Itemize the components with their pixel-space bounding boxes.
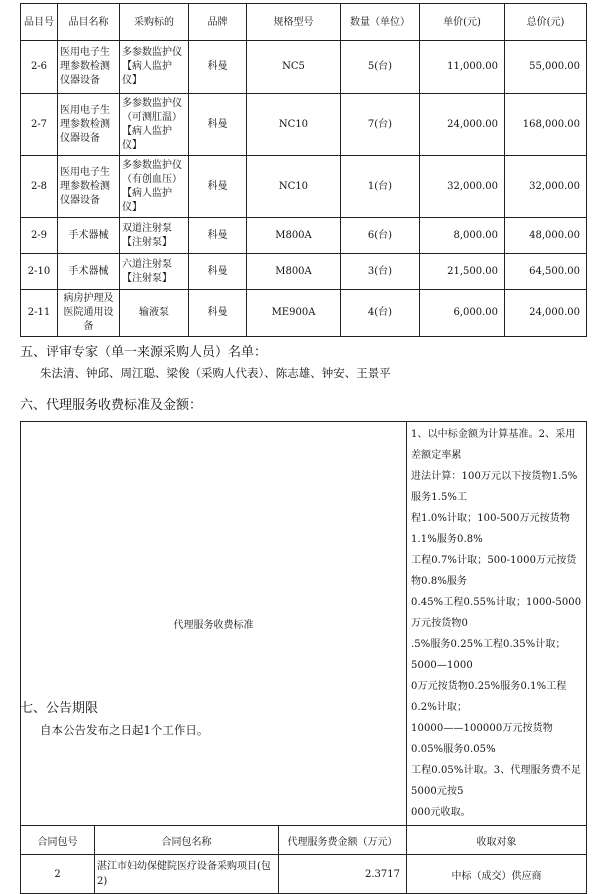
fee-package-no: 2 xyxy=(21,855,95,894)
header-unit-price: 单价(元) xyxy=(420,4,505,41)
item-qty: 7(台) xyxy=(341,94,420,156)
item-qty: 5(台) xyxy=(341,41,420,94)
fee-rule-line: 工程0.7%计取；500-1000万元按货物0.8%服务 xyxy=(411,555,577,587)
item-qty: 4(台) xyxy=(341,290,420,337)
fee-rule-line: 工程0.05%计取。3、代理服务费不足5000元按5 xyxy=(411,765,582,797)
fee-target: 中标（成交）供应商 xyxy=(407,855,587,894)
table-header-row xyxy=(21,4,587,41)
expert-list: 朱法清、钟邱、周江聪、梁俊（采购人代表）、陈志雄、钟安、王景平 xyxy=(40,366,391,380)
table-row xyxy=(21,218,587,254)
item-model: M800A xyxy=(247,254,341,290)
section5-title: 五、评审专家（单一来源采购人员）名单： xyxy=(20,345,268,360)
item-no: 2-11 xyxy=(21,290,58,337)
fee-rule-line: 000元收取。 xyxy=(411,807,471,818)
item-qty: 3(台) xyxy=(341,254,420,290)
fee-rule-line: 10000——100000万元按货物0.05%服务0.05% xyxy=(411,723,553,755)
item-target: 双道注射泵【注射泵】 xyxy=(120,218,189,254)
fee-header-package-no: 合同包号 xyxy=(21,826,95,855)
item-no: 2-6 xyxy=(21,41,58,94)
fee-rule-line: 0.45%工程0.55%计取；1000-5000万元按货物0 xyxy=(411,597,582,629)
section6-title: 六、代理服务收费标准及金额： xyxy=(20,398,203,413)
item-target: 多参数监护仪（有创血压）【病人监护仪】 xyxy=(120,156,189,218)
fee-standard-label: 代理服务收费标准 xyxy=(21,422,407,826)
header-total: 总价(元) xyxy=(505,4,587,41)
fee-header-row xyxy=(21,826,587,855)
item-target: 六道注射泵【注射泵】 xyxy=(120,254,189,290)
item-unit-price: 11,000.00 xyxy=(420,41,505,94)
item-unit-price: 24,000.00 xyxy=(420,94,505,156)
item-brand: 科曼 xyxy=(189,41,247,94)
item-model: NC10 xyxy=(247,94,341,156)
fee-rule-line: 1、以中标金额为计算基准。2、采用差额定率累 xyxy=(411,429,576,461)
item-model: NC5 xyxy=(247,41,341,94)
header-brand: 品牌 xyxy=(189,4,247,41)
header-target: 采购标的 xyxy=(120,4,189,41)
item-brand: 科曼 xyxy=(189,290,247,337)
table-row xyxy=(21,254,587,290)
header-qty: 数量（单位） xyxy=(341,4,420,41)
item-model: ME900A xyxy=(247,290,341,337)
announcement-period: 自本公告发布之日起1个工作日。 xyxy=(40,723,209,737)
item-unit-price: 21,500.00 xyxy=(420,254,505,290)
section7-title: 七、公告期限 xyxy=(20,701,99,716)
item-unit-price: 32,000.00 xyxy=(420,156,505,218)
item-total: 48,000.00 xyxy=(505,218,587,254)
fee-header-package-name: 合同包名称 xyxy=(95,826,279,855)
item-total: 24,000.00 xyxy=(505,290,587,337)
fee-rule-line: .5%服务0.25%工程0.35%计取；5000—1000 xyxy=(411,639,566,671)
item-no: 2-8 xyxy=(21,156,58,218)
header-item-name: 品目名称 xyxy=(58,4,120,41)
item-category: 手术器械 xyxy=(58,218,120,254)
item-category: 手术器械 xyxy=(58,254,120,290)
fee-rule-line: 程1.0%计取；100-500万元按货物1.1%服务0.8% xyxy=(411,513,570,545)
item-no: 2-10 xyxy=(21,254,58,290)
table-row xyxy=(21,156,587,218)
agency-fee-table xyxy=(20,421,587,894)
item-unit-price: 6,000.00 xyxy=(420,290,505,337)
fee-rule-line: 0万元按货物0.25%服务0.1%工程0.2%计取； xyxy=(411,681,567,713)
item-category: 病房护理及医院通用设备 xyxy=(58,290,120,337)
fee-standard-rules xyxy=(407,422,587,826)
item-brand: 科曼 xyxy=(189,254,247,290)
item-qty: 1(台) xyxy=(341,156,420,218)
fee-rule-line: 进法计算：100万元以下按货物1.5%服务1.5%工 xyxy=(411,471,578,503)
fee-header-amount: 代理服务费金额（万元） xyxy=(279,826,407,855)
header-item-no: 品目号 xyxy=(21,4,58,41)
item-category: 医用电子生理参数检测仪器设备 xyxy=(58,94,120,156)
item-total: 32,000.00 xyxy=(505,156,587,218)
item-model: M800A xyxy=(247,218,341,254)
item-brand: 科曼 xyxy=(189,156,247,218)
item-total: 168,000.00 xyxy=(505,94,587,156)
item-brand: 科曼 xyxy=(189,94,247,156)
item-category: 医用电子生理参数检测仪器设备 xyxy=(58,41,120,94)
fee-header-target: 收取对象 xyxy=(407,826,587,855)
item-target: 输液泵 xyxy=(120,290,189,337)
fee-standard-row xyxy=(21,422,587,826)
fee-amount: 2.3717 xyxy=(279,855,407,894)
header-model: 规格型号 xyxy=(247,4,341,41)
item-target: 多参数监护仪（可测肛温）【病人监护仪】 xyxy=(120,94,189,156)
table-row xyxy=(21,290,587,337)
item-model: NC10 xyxy=(247,156,341,218)
table-row xyxy=(21,41,587,94)
item-target: 多参数监护仪【病人监护仪】 xyxy=(120,41,189,94)
item-total: 64,500.00 xyxy=(505,254,587,290)
item-qty: 6(台) xyxy=(341,218,420,254)
table-row xyxy=(21,94,587,156)
fee-package-name: 湛江市妇幼保健院医疗设备采购项目(包2) xyxy=(95,855,279,894)
item-category: 医用电子生理参数检测仪器设备 xyxy=(58,156,120,218)
item-no: 2-7 xyxy=(21,94,58,156)
procurement-items-table xyxy=(20,3,587,337)
item-no: 2-9 xyxy=(21,218,58,254)
item-brand: 科曼 xyxy=(189,218,247,254)
item-unit-price: 8,000.00 xyxy=(420,218,505,254)
fee-value-row xyxy=(21,855,587,894)
item-total: 55,000.00 xyxy=(505,41,587,94)
